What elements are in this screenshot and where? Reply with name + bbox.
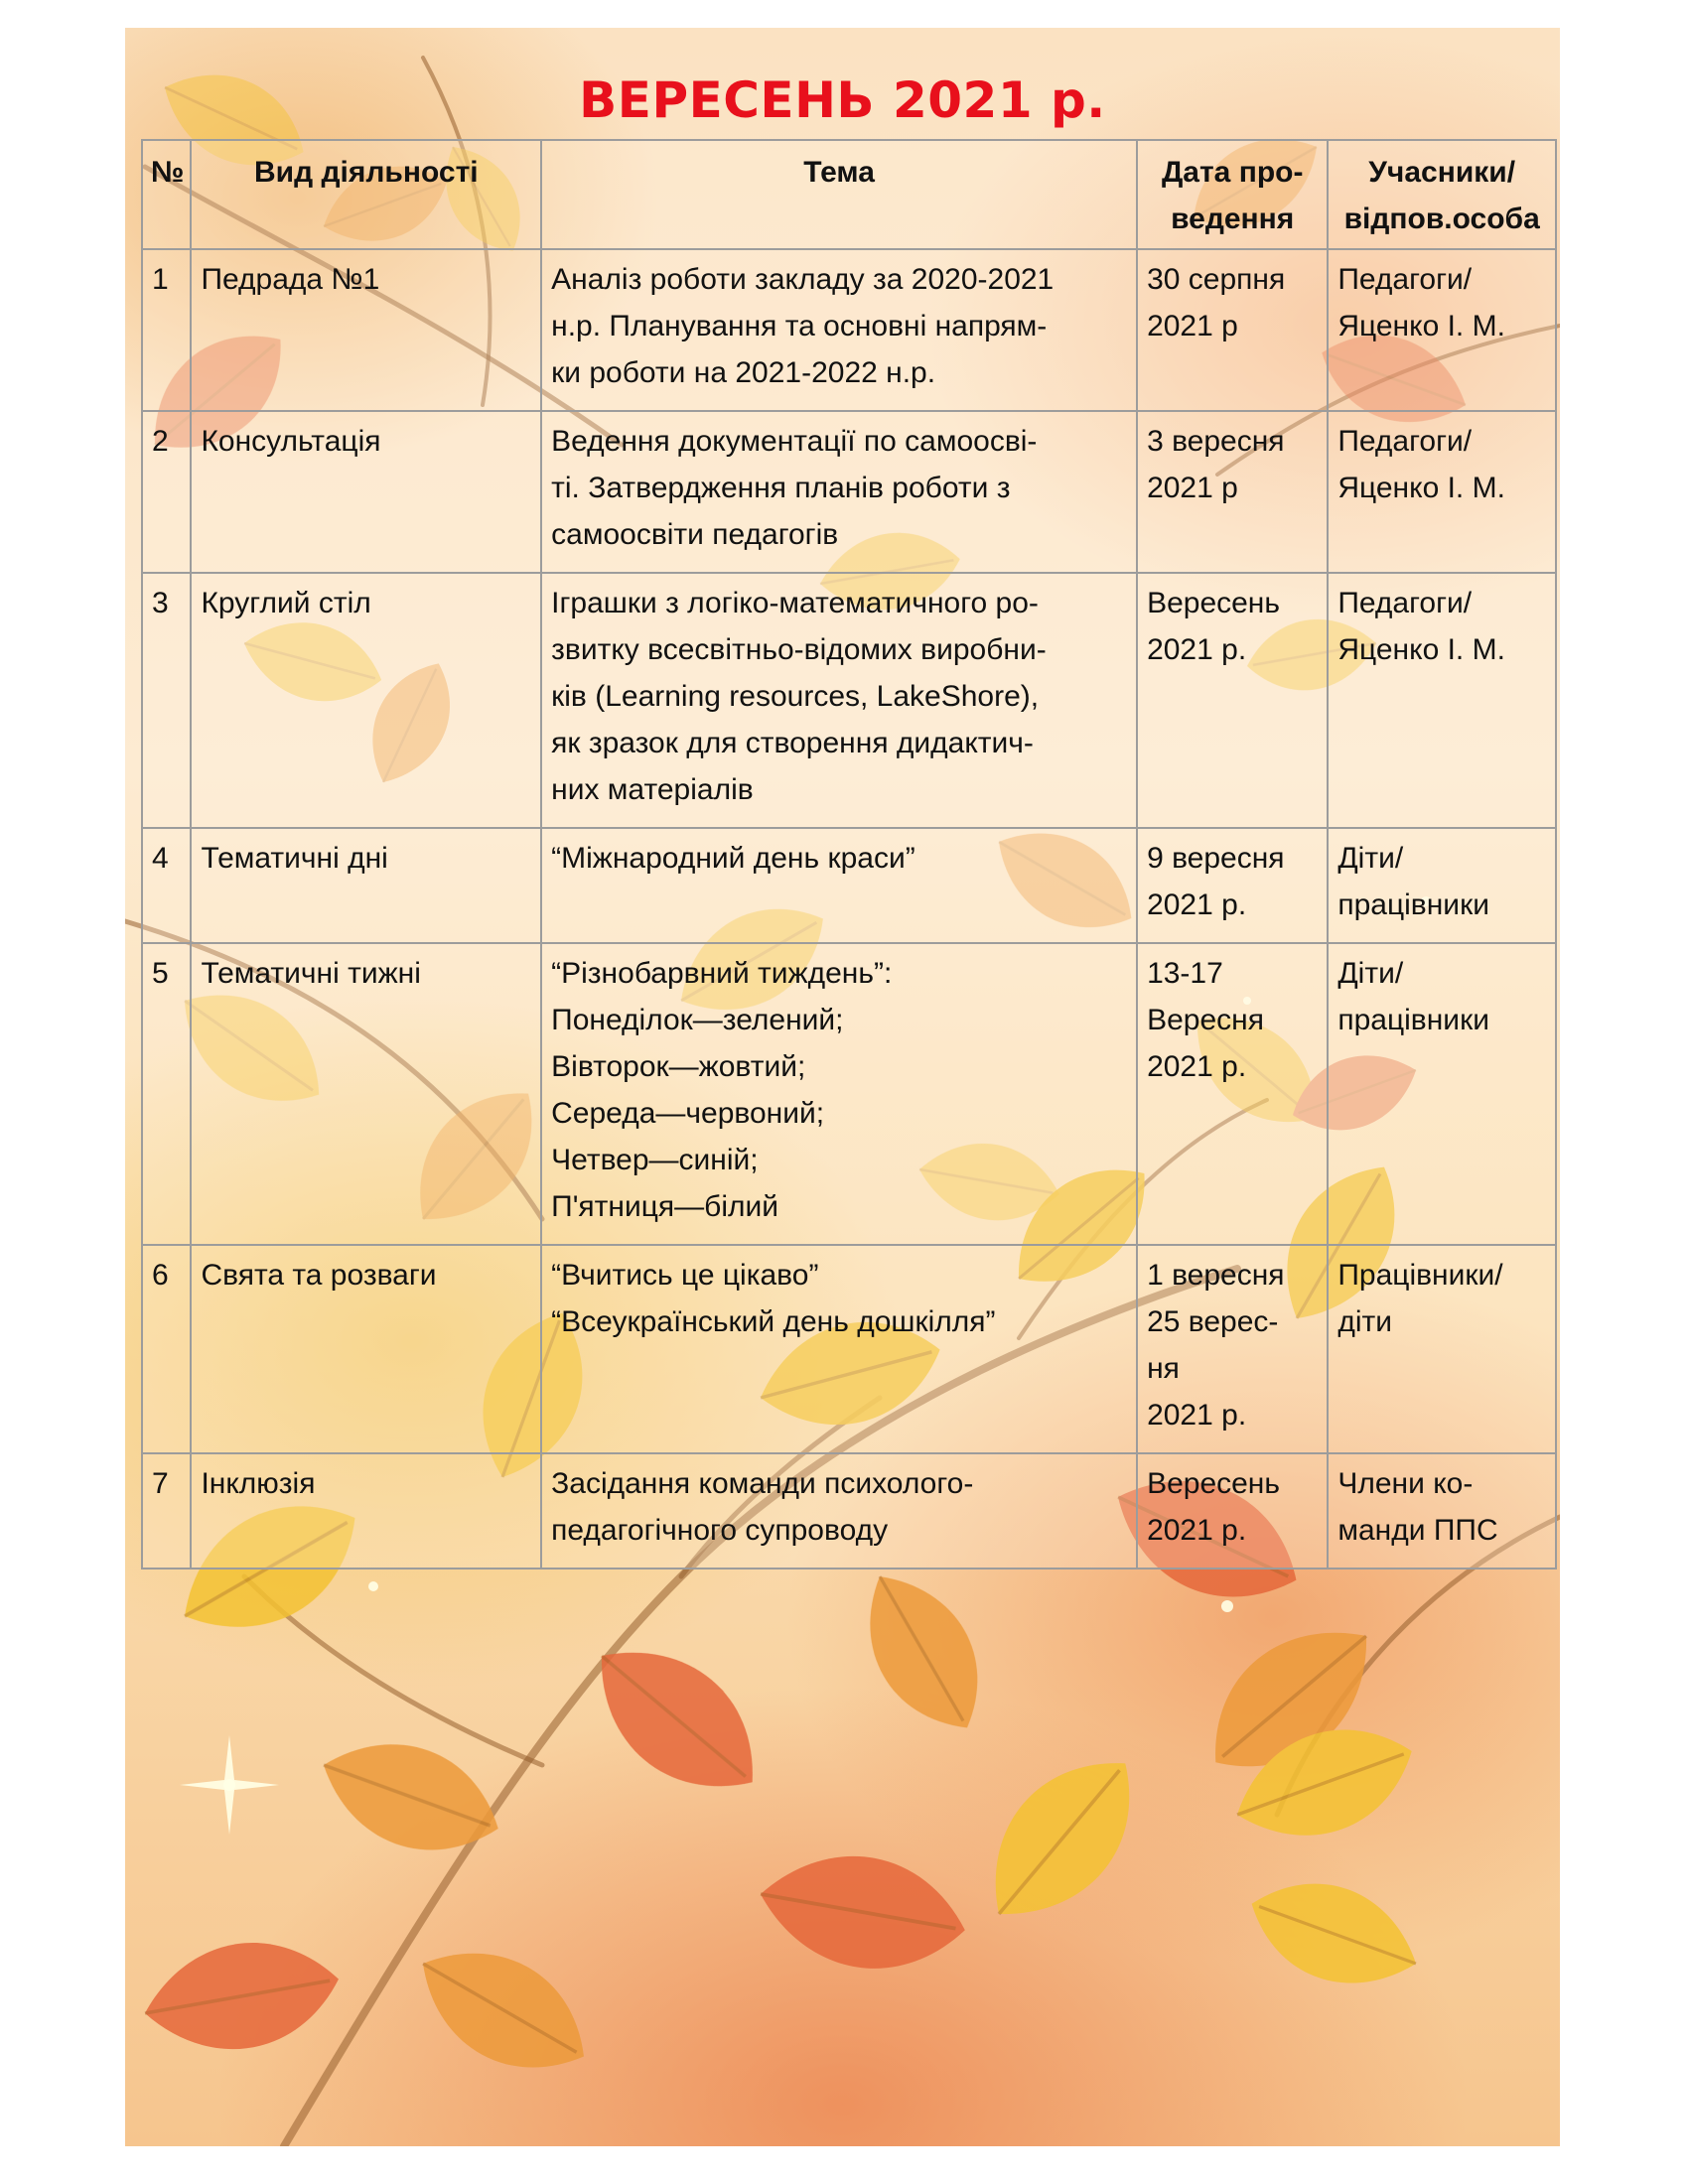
- header-date: Дата про- ведення: [1137, 140, 1328, 249]
- row-activity: Тематичні тижні: [191, 943, 541, 1245]
- table-row: [142, 249, 1556, 411]
- row-activity: Педрада №1: [191, 249, 541, 411]
- row-participants: Педагоги/ Яценко І. М.: [1328, 573, 1556, 828]
- activity-plan-table: [141, 139, 1557, 1570]
- row-participants: Діти/ працівники: [1328, 828, 1556, 943]
- header-topic: Тема: [541, 140, 1137, 249]
- row-topic: Іграшки з логіко-математичного ро- звитку всесвітньо-відомих виробни- ків (Learning resources, LakeShore), як зразок для створення дидактич- них матеріалів: [541, 573, 1137, 828]
- row-participants: Педагоги/ Яценко І. М.: [1328, 249, 1556, 411]
- row-participants: Працівники/ діти: [1328, 1245, 1556, 1453]
- row-date: 9 вересня 2021 р.: [1137, 828, 1328, 943]
- page-title: ВЕРЕСЕНЬ 2021 р.: [579, 71, 1106, 129]
- table-row: [142, 573, 1556, 828]
- row-number: 4: [142, 828, 191, 943]
- row-activity: Консультація: [191, 411, 541, 573]
- row-date: 30 серпня 2021 р: [1137, 249, 1328, 411]
- table-row: [142, 1245, 1556, 1453]
- header-participants: Учасники/ відпов.особа: [1328, 140, 1556, 249]
- row-number: 6: [142, 1245, 191, 1453]
- table-row: [142, 1453, 1556, 1569]
- row-topic: “Різнобарвний тиждень”: Понеділок—зелений; Вівторок—жовтий; Середа—червоний; Четвер—синій; П'ятниця—білий: [541, 943, 1137, 1245]
- table-header-row: [142, 140, 1556, 249]
- row-participants: Діти/ працівники: [1328, 943, 1556, 1245]
- row-date: 3 вересня 2021 р: [1137, 411, 1328, 573]
- row-number: 3: [142, 573, 191, 828]
- row-date: Вересень 2021 р.: [1137, 1453, 1328, 1569]
- row-activity: Тематичні дні: [191, 828, 541, 943]
- table-row: [142, 943, 1556, 1245]
- row-topic: Ведення документації по самоосві- ті. Затвердження планів роботи з самоосвіти педагогів: [541, 411, 1137, 573]
- row-topic: “Міжнародний день краси”: [541, 828, 1137, 943]
- header-activity: Вид діяльності: [191, 140, 541, 249]
- row-topic: “Вчитись це цікаво” “Всеукраїнський день дошкілля”: [541, 1245, 1137, 1453]
- header-number: №: [142, 140, 191, 249]
- table-row: [142, 411, 1556, 573]
- row-number: 7: [142, 1453, 191, 1569]
- row-participants: Педагоги/ Яценко І. М.: [1328, 411, 1556, 573]
- row-activity: Інклюзія: [191, 1453, 541, 1569]
- row-activity: Свята та розваги: [191, 1245, 541, 1453]
- row-topic: Аналіз роботи закладу за 2020-2021 н.р. Планування та основні напрям- ки роботи на 2021-2022 н.р.: [541, 249, 1137, 411]
- row-participants: Члени ко- манди ППС: [1328, 1453, 1556, 1569]
- row-date: Вересень 2021 р.: [1137, 573, 1328, 828]
- row-number: 1: [142, 249, 191, 411]
- row-number: 2: [142, 411, 191, 573]
- table-row: [142, 828, 1556, 943]
- row-topic: Засідання команди психолого- педагогічного супроводу: [541, 1453, 1137, 1569]
- row-activity: Круглий стіл: [191, 573, 541, 828]
- page-background: [125, 28, 1560, 2146]
- row-date: 13-17 Вересня 2021 р.: [1137, 943, 1328, 1245]
- row-number: 5: [142, 943, 191, 1245]
- row-date: 1 вересня 25 верес- ня 2021 р.: [1137, 1245, 1328, 1453]
